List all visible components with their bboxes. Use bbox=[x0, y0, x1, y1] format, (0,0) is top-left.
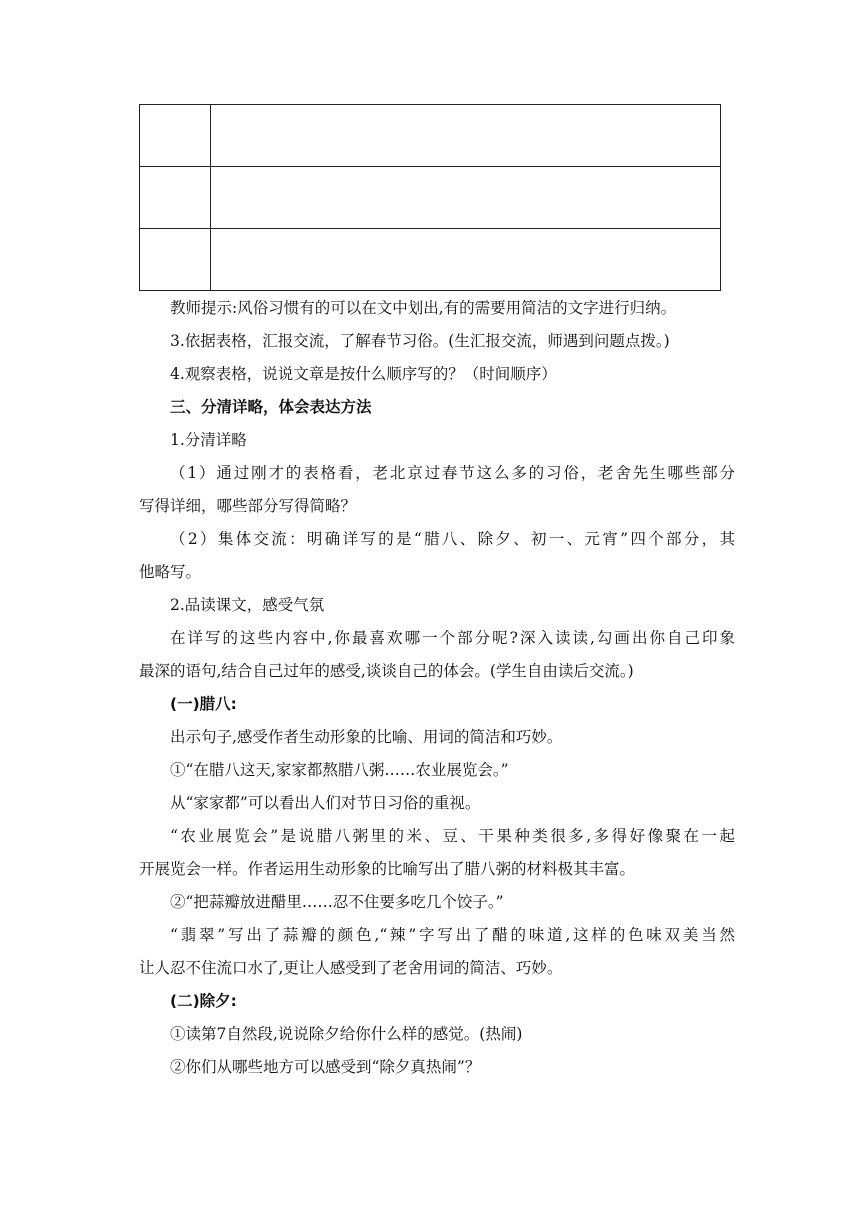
paragraph-line: 他略写。 bbox=[139, 563, 202, 581]
subheading-distinguish: 1.分清详略 bbox=[170, 431, 247, 449]
paragraph-line: 出示句子,感受作者生动形象的比喻、用词的简洁和巧妙。 bbox=[170, 728, 563, 746]
table-row bbox=[140, 105, 721, 167]
table-cell bbox=[140, 229, 211, 291]
teacher-tip: 教师提示:风俗习惯有的可以在文中划出,有的需要用简洁的文字进行归纳。 bbox=[170, 299, 677, 317]
body-text bbox=[139, 292, 735, 1084]
custom-table bbox=[139, 104, 721, 291]
table-cell bbox=[140, 105, 211, 167]
section-heading-laba: (一)腊八: bbox=[170, 695, 237, 713]
step-3: 3.依据表格，汇报交流，了解春节习俗。(生汇报交流，师遇到问题点拨。) bbox=[170, 332, 670, 350]
question-2: ②你们从哪些地方可以感受到“除夕真热闹”？ bbox=[170, 1058, 481, 1076]
paragraph-line: 在详写的这些内容中,你最喜欢哪一个部分呢?深入读读,勾画出你自己印象 bbox=[170, 629, 735, 647]
section-heading-chuxi: (二)除夕: bbox=[170, 992, 237, 1010]
quote-2: ②“把蒜瓣放进醋里……忍不住要多吃几个饺子。” bbox=[170, 893, 504, 911]
table-row bbox=[140, 167, 721, 229]
paragraph-line: 从“家家都”可以看出人们对节日习俗的重视。 bbox=[170, 794, 481, 812]
table-cell bbox=[140, 167, 211, 229]
paragraph-line: 最深的语句,结合自己过年的感受,谈谈自己的体会。(学生自由读后交流。) bbox=[139, 662, 634, 680]
step-4: 4.观察表格，说说文章是按什么顺序写的？（时间顺序） bbox=[170, 365, 557, 383]
paragraph-line: 开展览会一样。作者运用生动形象的比喻写出了腊八粥的材料极其丰富。 bbox=[139, 860, 636, 878]
quote-1: ①“在腊八这天,家家都熬腊八粥……农业展览会。” bbox=[170, 761, 509, 779]
paragraph-line: （1）通过刚才的表格看，老北京过春节这么多的习俗，老舍先生哪些部分 bbox=[170, 464, 735, 482]
question-1: ①读第7自然段,说说除夕给你什么样的感觉。(热闹) bbox=[170, 1025, 523, 1043]
table-cell bbox=[211, 167, 721, 229]
paragraph-line: “翡翠”写出了蒜瓣的颜色,“辣”字写出了醋的味道,这样的色味双美当然 bbox=[170, 926, 735, 944]
paragraph-line: “农业展览会”是说腊八粥里的米、豆、干果种类很多,多得好像聚在一起 bbox=[170, 827, 735, 845]
section-heading-3: 三、分清详略，体会表达方法 bbox=[170, 398, 372, 416]
subheading-reading: 2.品读课文，感受气氛 bbox=[170, 596, 325, 614]
table-cell bbox=[211, 229, 721, 291]
paragraph-line: 让人忍不住流口水了,更让人感受到了老舍用词的简洁、巧妙。 bbox=[139, 959, 563, 977]
table-cell bbox=[211, 105, 721, 167]
table-row bbox=[140, 229, 721, 291]
paragraph-line: （2）集体交流：明确详写的是“腊八、除夕、初一、元宵”四个部分，其 bbox=[170, 530, 735, 548]
paragraph-line: 写得详细，哪些部分写得简略？ bbox=[139, 497, 357, 515]
